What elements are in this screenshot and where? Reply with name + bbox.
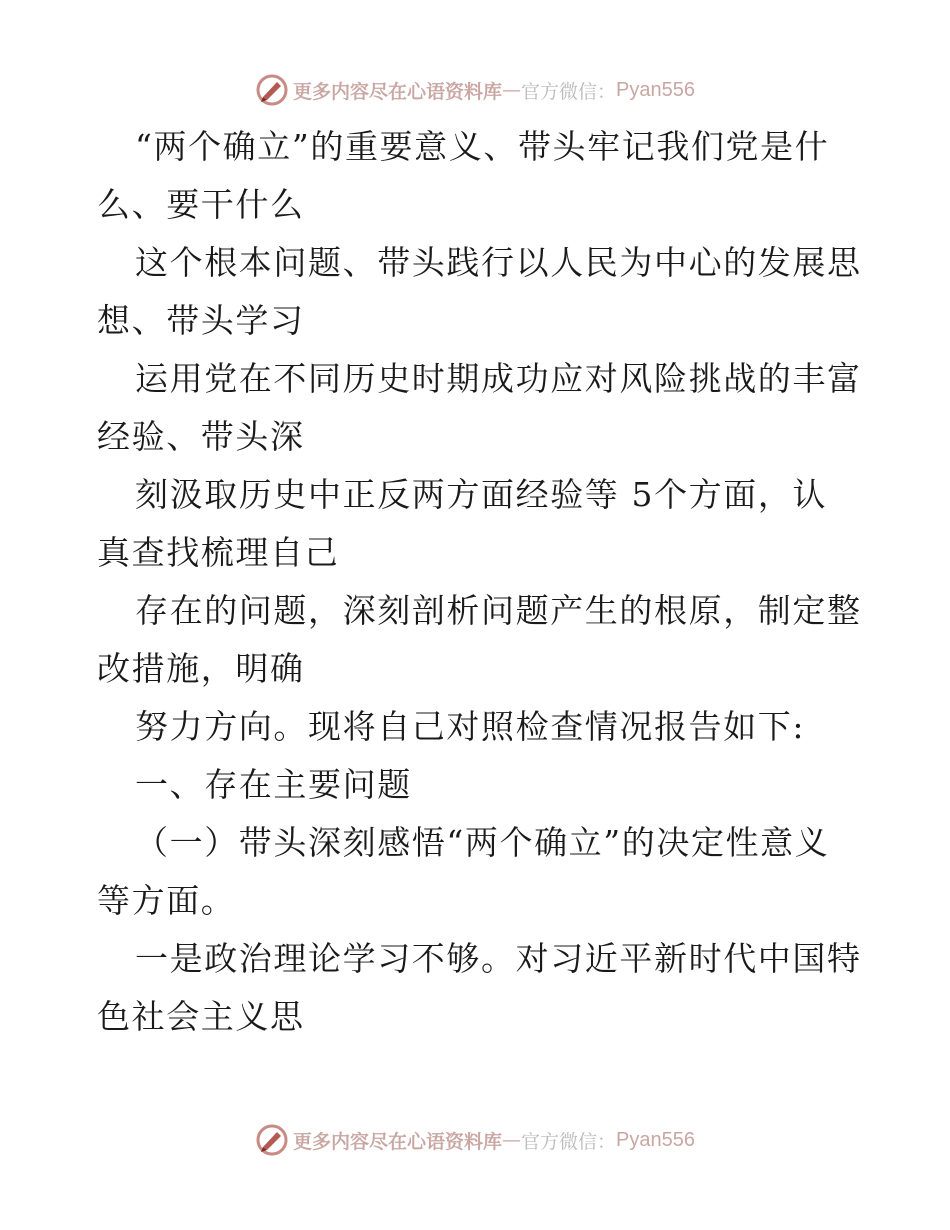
text-line-4: 想、带头学习 [97, 301, 305, 340]
banner-wechat-id: Pyan556 [616, 1128, 695, 1151]
banner-sub-text: 官方微信： [521, 80, 617, 103]
header-watermark-banner [0, 70, 950, 110]
text-line-1: “两个确立”的重要意义、带头牢记我们党是什 [135, 127, 830, 166]
banner-main-text: 更多内容尽在心语资料库 [293, 1130, 503, 1153]
text-line-2: 么、要干什么 [97, 185, 305, 224]
banner-main-text: 更多内容尽在心语资料库 [293, 80, 503, 103]
section-heading: 一、存在主要问题 [135, 765, 412, 804]
text-line-10: 改措施，明确 [97, 649, 305, 688]
text-line-14: 等方面。 [97, 881, 236, 920]
text-line-9: 存在的问题，深刻剖析问题产生的根原，制定整 [135, 591, 862, 630]
subsection-heading: （一）带头深刻感悟“两个确立”的决定性意义 [135, 823, 830, 862]
text-line-7: 刻汲取历史中正反两方面经验等 5个方面，认 [135, 475, 828, 514]
text-line-11: 努力方向。现将自己对照检查情况报告如下: [135, 707, 806, 746]
logo-pen-icon [255, 73, 289, 107]
banner-dash: — [502, 1129, 522, 1151]
banner-wechat-id: Pyan556 [616, 78, 695, 101]
banner-dash: — [502, 79, 522, 101]
text-line-15: 一是政治理论学习不够。对习近平新时代中国特 [135, 939, 862, 978]
text-line-8: 真查找梳理自己 [97, 533, 340, 572]
text-line-16: 色社会主义思 [97, 997, 305, 1036]
text-line-5: 运用党在不同历史时期成功应对风险挑战的丰富 [135, 359, 862, 398]
footer-watermark-banner [0, 1120, 950, 1160]
text-line-6: 经验、带头深 [97, 417, 305, 456]
logo-pen-icon [255, 1123, 289, 1157]
document-body [97, 118, 862, 1046]
banner-sub-text: 官方微信： [521, 1130, 617, 1153]
text-line-3: 这个根本问题、带头践行以人民为中心的发展思 [135, 243, 862, 282]
